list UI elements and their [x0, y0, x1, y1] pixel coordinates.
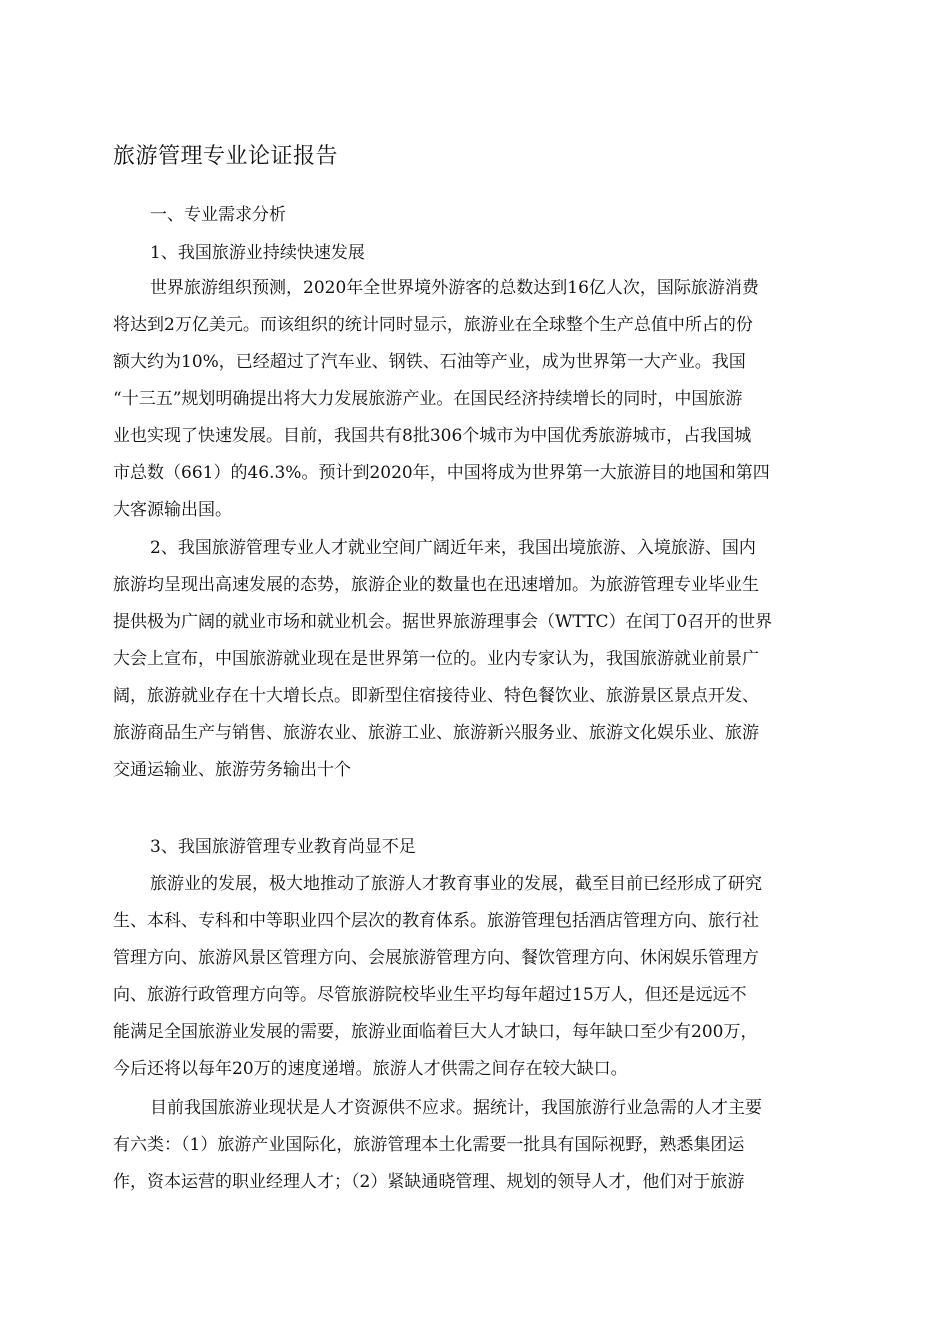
paragraph-line: 市总数（661）的46.3%。预计到2020年，中国将成为世界第一大旅游目的地国和第四: [113, 463, 770, 483]
paragraph-line: 生、本科、专科和中等职业四个层次的教育体系。旅游管理包括酒店管理方向、旅行社: [113, 911, 759, 931]
paragraph-talent-demand: [113, 1090, 840, 1201]
document-title: 旅游管理专业论证报告: [113, 144, 339, 169]
paragraph-line: 管理方向、旅游风景区管理方向、会展旅游管理方向、餐饮管理方向、休闲娱乐管理方: [113, 948, 759, 968]
subsection-heading-3: 3、我国旅游管理专业教育尚显不足: [150, 837, 416, 857]
paragraph-line: 2、我国旅游管理专业人才就业空间广阔近年来，我国出境旅游、入境旅游、国内: [150, 538, 756, 558]
paragraph-line: 大会上宣布，中国旅游就业现在是世界第一位的。业内专家认为，我国旅游就业前景广: [113, 649, 759, 669]
paragraph-line: 阔，旅游就业存在十大增长点。即新型住宿接待业、特色餐饮业、旅游景区景点开发、: [113, 686, 759, 706]
paragraph-line: 向、旅游行政管理方向等。尽管旅游院校毕业生平均每年超过15万人，但还是远远不: [113, 985, 747, 1005]
paragraph-education-shortage: [113, 866, 840, 1088]
paragraph-employment-space: [113, 530, 840, 789]
section-heading-demand-analysis: 一、专业需求分析: [150, 205, 286, 225]
paragraph-line: 大客源输出国。: [113, 500, 232, 520]
paragraph-line: “十三五”规划明确提出将大力发展旅游产业。在国民经济持续增长的同时，中国旅游: [113, 389, 743, 409]
paragraph-line: 旅游均呈现出高速发展的态势，旅游企业的数量也在迅速增加。为旅游管理专业毕业生: [113, 575, 759, 595]
subsection-heading-1: 1、我国旅游业持续快速发展: [150, 243, 365, 263]
paragraph-line: 作，资本运营的职业经理人才；（2）紧缺通晓管理、规划的领导人才，他们对于旅游: [113, 1172, 745, 1192]
paragraph-line: 额大约为10%，已经超过了汽车业、钢铁、石油等产业，成为世界第一大产业。我国: [113, 352, 746, 372]
paragraph-line: 今后还将以每年20万的速度递增。旅游人才供需之间存在较大缺口。: [113, 1059, 628, 1079]
paragraph-line: 提供极为广阔的就业市场和就业机会。据世界旅游理事会（WTTC）在闰丁0召开的世界: [113, 612, 773, 632]
paragraph-line: 业也实现了快速发展。目前，我国共有8批306个城市为中国优秀旅游城市，占我国城: [113, 426, 752, 446]
paragraph-line: 将达到2万亿美元。而该组织的统计同时显示，旅游业在全球整个生产总值中所占的份: [113, 315, 753, 335]
paragraph-line: 交通运输业、旅游劳务输出十个: [113, 760, 351, 780]
paragraph-tourism-growth: [113, 270, 840, 529]
paragraph-line: 目前我国旅游业现状是人才资源供不应求。据统计，我国旅游行业急需的人才主要: [150, 1098, 762, 1118]
paragraph-line: 能满足全国旅游业发展的需要，旅游业面临着巨大人才缺口，每年缺口至少有200万，: [113, 1022, 758, 1042]
paragraph-line: 旅游业的发展，极大地推动了旅游人才教育事业的发展，截至目前已经形成了研究: [150, 874, 762, 894]
paragraph-line: 世界旅游组织预测，2020年全世界境外游客的总数达到16亿人次，国际旅游消费: [150, 278, 759, 298]
paragraph-line: 有六类：（1）旅游产业国际化，旅游管理本土化需要一批具有国际视野，熟悉集团运: [113, 1135, 745, 1155]
paragraph-line: 旅游商品生产与销售、旅游农业、旅游工业、旅游新兴服务业、旅游文化娱乐业、旅游: [113, 723, 759, 743]
